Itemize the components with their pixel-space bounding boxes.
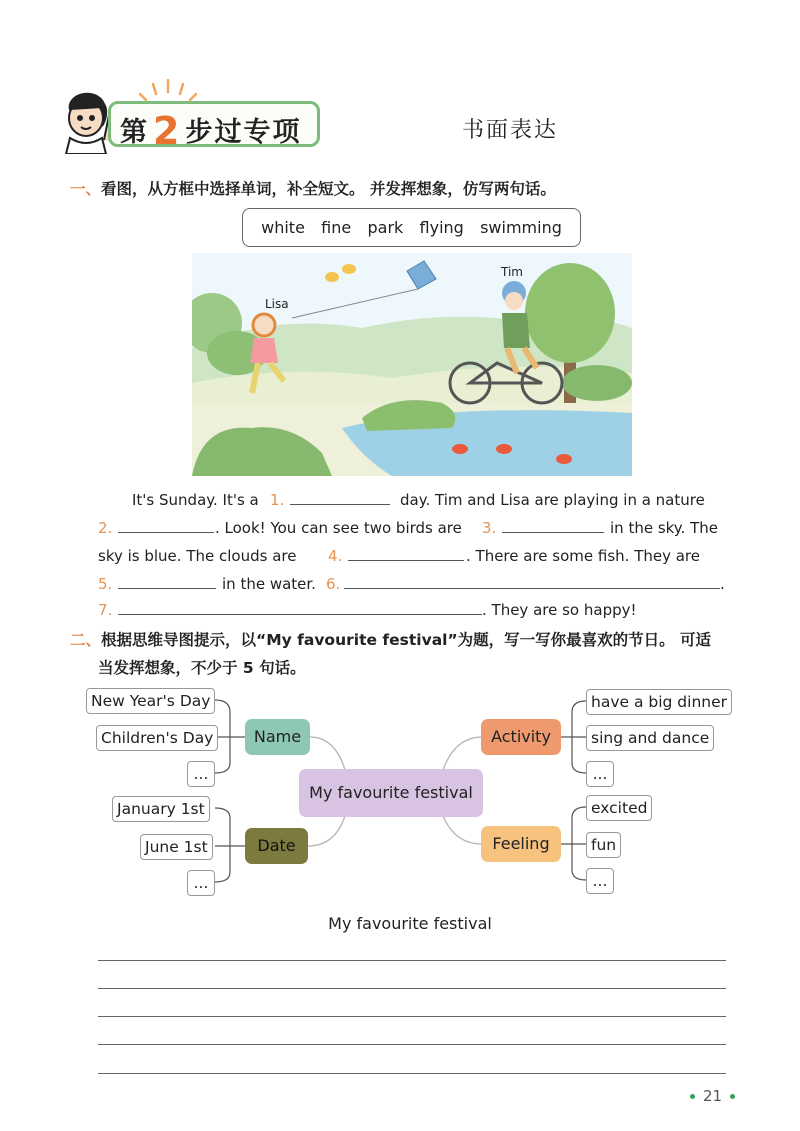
- part1-instruction: 一、看图，从方框中选择单词，补全短文。 并发挥想象，仿写两句话。: [70, 180, 556, 198]
- blank-3[interactable]: [502, 532, 604, 533]
- feeling-item-more: ...: [586, 868, 614, 894]
- word-bank: [242, 208, 581, 247]
- writing-line[interactable]: [98, 960, 726, 961]
- part2-instruction: 二、根据思维导图提示，以“My favourite festival”为题，写一写你最喜欢的节日。 可适: [70, 631, 712, 649]
- feeling-item-2: fun: [586, 832, 621, 858]
- word-bank-item: flying: [419, 218, 464, 237]
- park-illustration: [192, 253, 632, 476]
- name-item-1: New Year's Day: [86, 688, 215, 714]
- mindmap-node-feeling: Feeling: [481, 826, 561, 862]
- mindmap-node-name: Name: [245, 719, 310, 755]
- name-item-2: Children's Day: [96, 725, 218, 751]
- writing-title: My favourite festival: [328, 914, 492, 933]
- feeling-item-1: excited: [586, 795, 652, 821]
- blank-2[interactable]: [118, 532, 214, 533]
- blank-6[interactable]: [344, 588, 720, 589]
- blank-7[interactable]: [118, 614, 482, 615]
- word-bank-item: swimming: [480, 218, 562, 237]
- tim-label: Tim: [501, 265, 523, 279]
- word-bank-item: white: [261, 218, 305, 237]
- writing-line[interactable]: [98, 1073, 726, 1074]
- blank-number: 3.: [482, 519, 497, 537]
- blank-4[interactable]: [348, 560, 464, 561]
- mindmap-node-date: Date: [245, 828, 308, 864]
- date-item-2: June 1st: [140, 834, 213, 860]
- name-item-more: ...: [187, 761, 215, 787]
- blank-number: 6.: [326, 575, 341, 593]
- blank-number: 1.: [270, 491, 285, 509]
- writing-line[interactable]: [98, 1016, 726, 1017]
- blank-number: 7.: [98, 601, 113, 619]
- blank-number: 5.: [98, 575, 113, 593]
- dot-icon: [690, 1094, 695, 1099]
- word-bank-item: park: [367, 218, 404, 237]
- dot-icon: [730, 1094, 735, 1099]
- mindmap-center: My favourite festival: [299, 769, 483, 817]
- blank-number: 4.: [328, 547, 343, 565]
- blank-1[interactable]: [290, 504, 390, 505]
- blank-number: 2.: [98, 519, 113, 537]
- writing-line[interactable]: [98, 988, 726, 989]
- date-item-more: ...: [187, 870, 215, 896]
- sunburst-icon: [136, 76, 200, 104]
- step-banner-title: 第 2 步过专项: [120, 109, 302, 153]
- mindmap-node-activity: Activity: [481, 719, 561, 755]
- part2-instruction-line2: 当发挥想象，不少于 5 句话。: [98, 659, 306, 677]
- blank-5[interactable]: [118, 588, 216, 589]
- activity-item-more: ...: [586, 761, 614, 787]
- step-number: 2: [153, 109, 182, 153]
- writing-line[interactable]: [98, 1044, 726, 1045]
- section-title: 书面表达: [462, 118, 559, 143]
- word-bank-item: fine: [321, 218, 352, 237]
- activity-item-2: sing and dance: [586, 725, 714, 751]
- date-item-1: January 1st: [112, 796, 210, 822]
- page-number: 21: [682, 1087, 743, 1105]
- lisa-label: Lisa: [265, 297, 289, 311]
- activity-item-1: have a big dinner: [586, 689, 732, 715]
